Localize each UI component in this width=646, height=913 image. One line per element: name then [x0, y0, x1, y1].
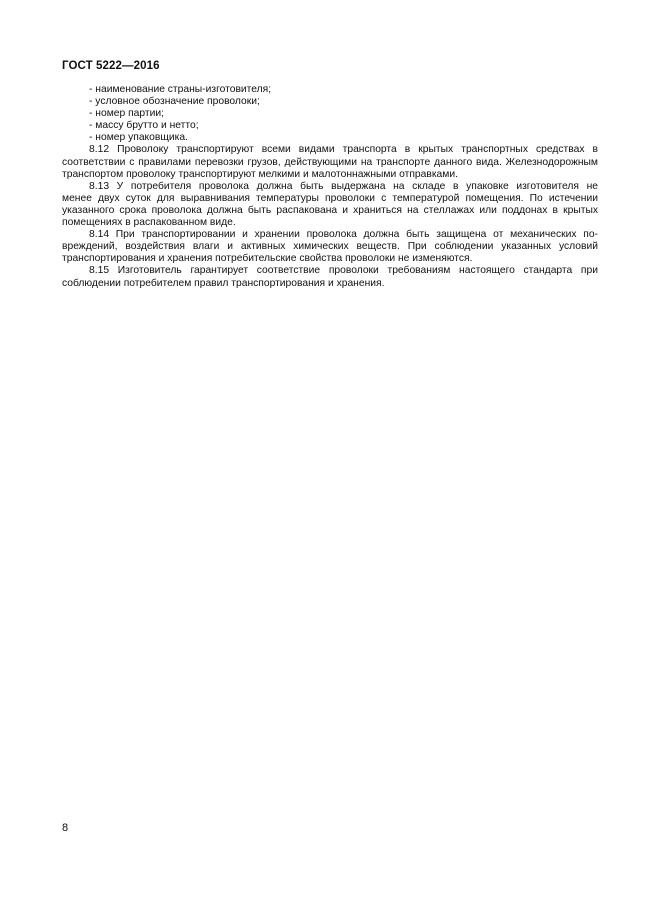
section-8-12-paragraph — [62, 144, 598, 180]
paragraph-continuation: вреждений, воздействия влаги и активных химических веществ. При соблюдении указанных условий транспортирования и хранения потребительские свойства проволоки не изменяются. — [62, 241, 598, 265]
marking-list-item: - номер упаковщика. — [89, 132, 188, 144]
document-code-header: ГОСТ 5222—2016 — [62, 60, 160, 72]
paragraph-first-line: 8.12 Проволоку транспортируют всеми видами транспорта в крытых транспортных средствах в — [89, 144, 598, 156]
paragraph-first-line: 8.13 У потребителя проволока должна быть выдержана на складе в упаковке изготовителя не — [89, 180, 598, 192]
page-number: 8 — [62, 822, 69, 834]
section-8-15-paragraph — [62, 265, 598, 289]
document-body — [62, 84, 598, 290]
paragraph-continuation: менее двух суток для выравнивания температуры проволоки с температурой помещения. По истечении указанного срока проволока должна быть распакована и храниться на стеллажах или поддонах в крытых помещениях в распакованном виде. — [62, 192, 598, 229]
paragraph-continuation: соответствии с правилами перевозки грузов, действующими на транспорте данного вида. Железнодорожным транспортом проволоку транспортируют мелкими и малотоннажными отправками. — [62, 156, 598, 180]
paragraph-first-line: 8.15 Изготовитель гарантирует соответствие проволоки требованиям настоящего стандарта при — [89, 265, 598, 277]
paragraph-first-line: 8.14 При транспортировании и хранении проволока должна быть защищена от механических по- — [89, 229, 598, 241]
section-8-14-paragraph — [62, 229, 598, 265]
marking-list-item: - условное обозначение проволоки; — [89, 96, 260, 108]
marking-list-item: - массу брутто и нетто; — [89, 120, 199, 132]
marking-list-item: - наименование страны-изготовителя; — [89, 84, 272, 95]
paragraph-continuation: соблюдении потребителем правил транспортирования и хранения. — [62, 277, 385, 289]
section-8-13-paragraph — [62, 181, 598, 229]
marking-list-item: - номер партии; — [89, 108, 164, 120]
